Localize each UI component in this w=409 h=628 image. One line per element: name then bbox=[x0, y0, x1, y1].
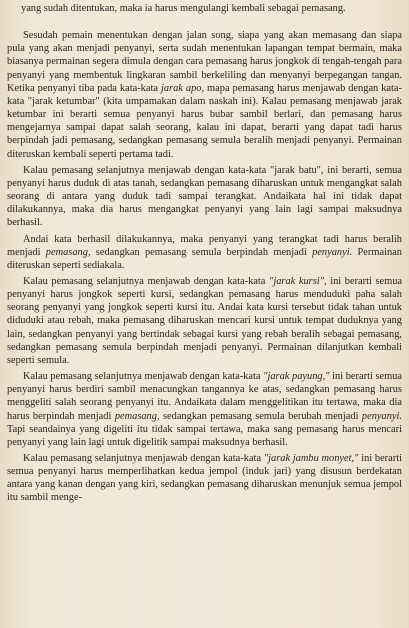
paragraph bbox=[7, 370, 402, 449]
italic-text: pemasang, bbox=[114, 410, 160, 422]
text-run: ini berarti semua penyanyi harus jongkok seperti kursi, sedangkan pemasang harus menduduki paha salah seorang penyanyi yang jongkok seperti kursi itu. Andai kata kursi tersebut tidak tahan untuk diduduki atau rebah, maka pemasang diharuskan mencari kursi untuk tempat duduknya yang lain, sedangkan penyanyi yang bertindak sebagai kursi yang rebah beralih sebagai pemasang, sedangkan pemasang semula berpindah menjadi penyanyi. Permainan dilanjutkan kembali seperti semula. bbox=[7, 275, 403, 366]
text-run: Tapi seandainya yang digeliti itu tidak sampai tertawa, maka sang pemasang harus mencari penyanyi yang lain lagi untuk digelitik sampai maksudnya berhasil. bbox=[7, 423, 402, 448]
text-run: yang sudah ditentukan, maka ia harus mengulangi kembali sebagai pemasang. bbox=[21, 3, 346, 14]
paragraph bbox=[7, 233, 402, 272]
text-run: Kalau pemasang selanjutnya menjawab dengan kata-kata bbox=[23, 453, 264, 464]
paragraph bbox=[7, 164, 402, 230]
text-run: ini berarti semua penyanyi harus berdiri sambil menacungkan tangannya ke atas, sedangkan pemasang harus menggeliti salah seorang penyanyi itu. Andaikata dalam menggelitikan itu tertawa, maka dia harus berpindah menjadi bbox=[7, 371, 402, 422]
text-run: sedangkan pemasang semula berubah menjadi bbox=[159, 410, 362, 422]
italic-text: penyanyi. bbox=[361, 410, 402, 422]
text-run: Kalau pemasang selanjutnya menjawab dengan kata-kata bbox=[23, 371, 264, 383]
paragraph bbox=[7, 2, 402, 15]
text-run: mapa pemasang harus menjawab dengan kata-kata "jarak ketumbar" (kita umpamakan dalam naskah ini). Kalau pemasang menjawab jarak ketumbar ini berarti semua penyanyi harus bubar sambil berlari, dan pemasang harus mengejarnya sampai dapat salah seorang, kalau ini dapat, berarti yang dapat tadi harus berpindah jadi pemasang, sedangkan pemasang semula beralih menjadi penyanyi. Permainan diteruskan kembali seperti pertama tadi. bbox=[7, 82, 402, 160]
italic-text: jarak apo, bbox=[160, 82, 205, 94]
italic-text: pemasang, bbox=[45, 246, 91, 258]
italic-text: "jarak payung," bbox=[263, 371, 330, 383]
text-run: Kalau pemasang selanjutnya menjawab dengan kata-kata "jarak batu", ini berarti, semua penyanyi harus duduk di atas tanah, sedangkan pemasang diharuskan untuk mengangkat salah seorang di antara yang duduk tadi sampai terangkat. Andaikata hal ini tidak dapat dilakukannya, maka dia harus mengangkat penyanyi yang lain lagi sampai maksudnya berhasil. bbox=[7, 164, 402, 229]
text-run: Permainan diteruskan seperti sediakala. bbox=[7, 246, 402, 271]
text-run: Kalau pemasang selanjutnya menjawab dengan kata-kata bbox=[23, 275, 269, 287]
paragraph bbox=[7, 29, 402, 161]
italic-text: "jarak kursi", bbox=[268, 275, 327, 287]
paragraph bbox=[7, 275, 402, 367]
paragraph bbox=[7, 452, 402, 505]
italic-text: "jarak jambu monyet," bbox=[263, 453, 359, 464]
text-run: sedangkan pemasang semula berpindah menjadi bbox=[90, 246, 313, 258]
text-run: Andai kata berhasil dilakukannya, maka penyanyi yang terangkat tadi harus beralih menjadi bbox=[7, 233, 402, 258]
italic-text: penyanyi. bbox=[312, 246, 353, 258]
text-run: ini berarti semua penyanyi harus memperlihatkan kedua jempol (induk jari) yang disusun berdekatan antara yang kanan dengan yang kiri, sedangkan pemasang diharuskan menunjuk semua jempol itu sambil menge- bbox=[7, 453, 402, 504]
text-run: Sesudah pemain menentukan dengan jalan song, siapa yang akan memasang dan siapa pula yang akan menjadi penyanyi, serta sudah menentukan lapangan tempat bermain, maka biasanya permainan segera dimula dengan cara pemasang harus jongkok di tengah-tengah para penyanyi yang membentuk lingkaran sambil berkeliling dan menyanyi berpegangan tangan. Ketika penyanyi tiba pada kata-kata bbox=[7, 30, 402, 94]
page-text bbox=[7, 2, 402, 505]
